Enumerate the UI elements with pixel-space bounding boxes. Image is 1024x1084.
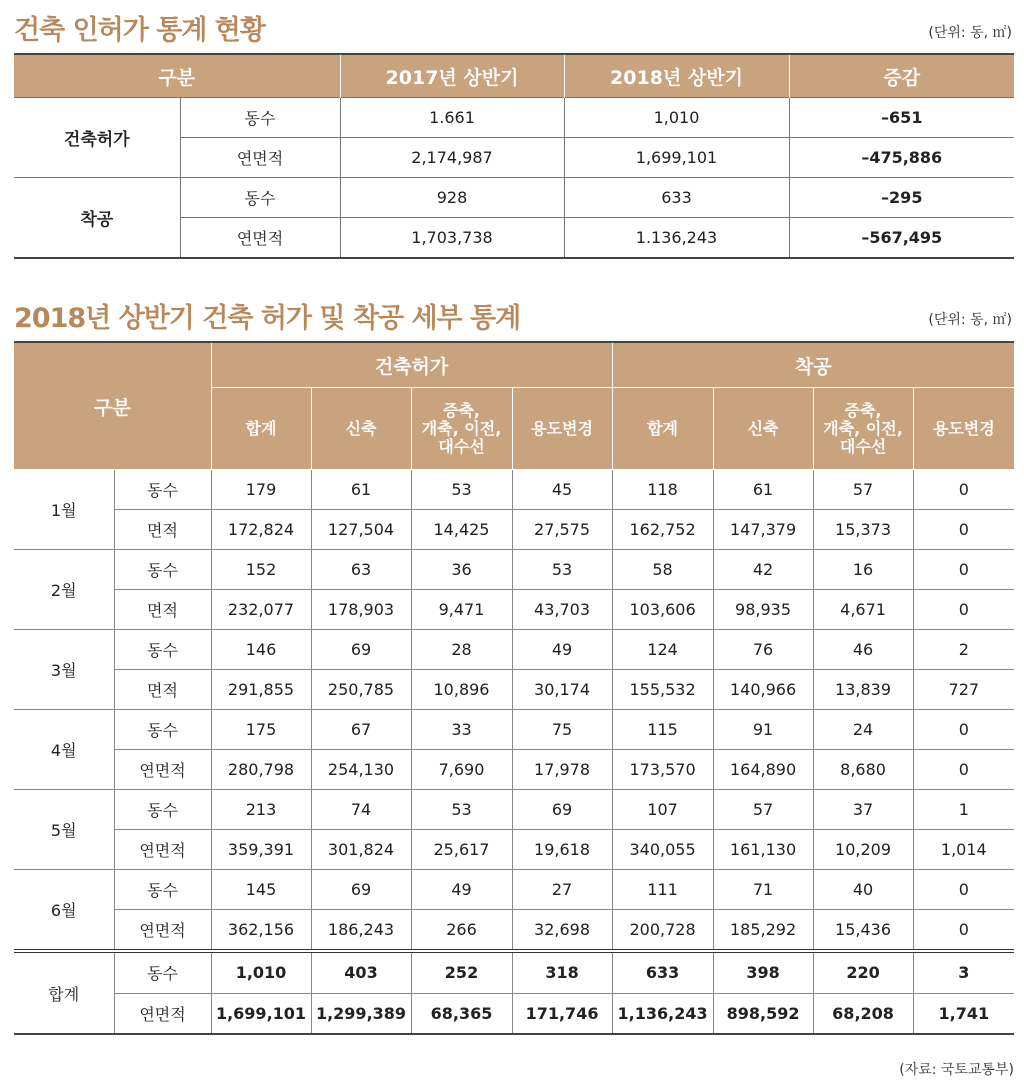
cell-value: 27,575: [512, 510, 612, 550]
cell-value: 61: [311, 470, 411, 510]
sub-header: 증축, 개축, 이전, 대수선: [411, 388, 512, 470]
cell-value: 127,504: [311, 510, 411, 550]
cell-value: 32,698: [512, 910, 612, 952]
cell-value: 252: [411, 951, 512, 993]
cell-value: 155,532: [612, 670, 713, 710]
header-permit-group: 건축허가: [211, 342, 612, 388]
cell-value: 13,839: [813, 670, 913, 710]
cell-value: 633: [612, 951, 713, 993]
group-label: 건축허가: [14, 98, 180, 178]
cell-value: 898,592: [713, 993, 813, 1034]
cell-value: 318: [512, 951, 612, 993]
cell-value: 727: [913, 670, 1014, 710]
cell-value: 0: [913, 470, 1014, 510]
cell-value: 362,156: [211, 910, 311, 952]
cell-value: 37: [813, 790, 913, 830]
cell-value: 4,671: [813, 590, 913, 630]
table-row: [14, 910, 1014, 952]
cell-value: 1,136,243: [612, 993, 713, 1034]
row-type: 연면적: [114, 993, 211, 1034]
sub-header: 용도변경: [512, 388, 612, 470]
cell-value: 171,746: [512, 993, 612, 1034]
row-type: 동수: [114, 951, 211, 993]
cell-value: 19,618: [512, 830, 612, 870]
row-type: 연면적: [114, 750, 211, 790]
cell-value: 69: [311, 870, 411, 910]
month-label: 2월: [14, 550, 114, 630]
sub-header: 용도변경: [913, 388, 1014, 470]
table-row: [14, 790, 1014, 830]
cell-value: 0: [913, 910, 1014, 952]
cell-value: 9,471: [411, 590, 512, 630]
cell-value: 0: [913, 710, 1014, 750]
row-type: 연면적: [180, 218, 340, 259]
cell-value: 118: [612, 470, 713, 510]
header-category: 구분: [14, 54, 340, 98]
value-2017: 928: [340, 178, 564, 218]
cell-value: 30,174: [512, 670, 612, 710]
cell-value: 69: [512, 790, 612, 830]
cell-value: 164,890: [713, 750, 813, 790]
row-type: 동수: [114, 550, 211, 590]
cell-value: 220: [813, 951, 913, 993]
cell-value: 28: [411, 630, 512, 670]
cell-value: 200,728: [612, 910, 713, 952]
table-row: [14, 710, 1014, 750]
group-header-row: [14, 342, 1014, 388]
section2-title: 2018년 상반기 건축 허가 및 착공 세부 통계: [14, 303, 521, 334]
cell-value: 161,130: [713, 830, 813, 870]
cell-value: 0: [913, 750, 1014, 790]
total-row: [14, 993, 1014, 1034]
header-change: 증감: [789, 54, 1014, 98]
row-type: 연면적: [114, 830, 211, 870]
cell-value: 68,365: [411, 993, 512, 1034]
cell-value: 17,978: [512, 750, 612, 790]
cell-value: 24: [813, 710, 913, 750]
cell-value: 75: [512, 710, 612, 750]
cell-value: 1,299,389: [311, 993, 411, 1034]
cell-value: 98,935: [713, 590, 813, 630]
cell-value: 58: [612, 550, 713, 590]
cell-value: 291,855: [211, 670, 311, 710]
cell-value: 107: [612, 790, 713, 830]
cell-value: 25,617: [411, 830, 512, 870]
cell-value: 0: [913, 590, 1014, 630]
cell-value: 53: [411, 790, 512, 830]
header-2017: 2017년 상반기: [340, 54, 564, 98]
cell-value: 67: [311, 710, 411, 750]
table-row: [14, 510, 1014, 550]
cell-value: 398: [713, 951, 813, 993]
cell-value: 16: [813, 550, 913, 590]
cell-value: 36: [411, 550, 512, 590]
row-type: 면적: [114, 590, 211, 630]
cell-value: 68,208: [813, 993, 913, 1034]
table-row: [14, 830, 1014, 870]
cell-value: 53: [512, 550, 612, 590]
cell-value: 46: [813, 630, 913, 670]
row-type: 동수: [114, 630, 211, 670]
cell-value: 266: [411, 910, 512, 952]
cell-value: 15,373: [813, 510, 913, 550]
table-row: [14, 870, 1014, 910]
value-change: –295: [789, 178, 1014, 218]
cell-value: 115: [612, 710, 713, 750]
cell-value: 111: [612, 870, 713, 910]
cell-value: 1,010: [211, 951, 311, 993]
value-2017: 1,703,738: [340, 218, 564, 259]
cell-value: 403: [311, 951, 411, 993]
value-2018: 1,010: [564, 98, 789, 138]
cell-value: 173,570: [612, 750, 713, 790]
table-row: [14, 670, 1014, 710]
cell-value: 162,752: [612, 510, 713, 550]
header-2018: 2018년 상반기: [564, 54, 789, 98]
cell-value: 280,798: [211, 750, 311, 790]
cell-value: 7,690: [411, 750, 512, 790]
cell-value: 8,680: [813, 750, 913, 790]
month-label: 6월: [14, 870, 114, 952]
cell-value: 61: [713, 470, 813, 510]
cell-value: 0: [913, 510, 1014, 550]
value-2017: 2,174,987: [340, 138, 564, 178]
cell-value: 57: [713, 790, 813, 830]
cell-value: 186,243: [311, 910, 411, 952]
cell-value: 145: [211, 870, 311, 910]
cell-value: 71: [713, 870, 813, 910]
cell-value: 40: [813, 870, 913, 910]
sub-header: 증축, 개축, 이전, 대수선: [813, 388, 913, 470]
cell-value: 76: [713, 630, 813, 670]
cell-value: 0: [913, 870, 1014, 910]
month-label: 4월: [14, 710, 114, 790]
month-label: 1월: [14, 470, 114, 550]
table-row: [14, 98, 1014, 138]
cell-value: 63: [311, 550, 411, 590]
total-label: 합계: [14, 951, 114, 1034]
value-change: –475,886: [789, 138, 1014, 178]
cell-value: 175: [211, 710, 311, 750]
cell-value: 213: [211, 790, 311, 830]
row-type: 연면적: [180, 138, 340, 178]
total-row: [14, 951, 1014, 993]
header-corner: 구분: [14, 342, 211, 470]
value-2017: 1.661: [340, 98, 564, 138]
cell-value: 10,896: [411, 670, 512, 710]
cell-value: 172,824: [211, 510, 311, 550]
row-type: 면적: [114, 510, 211, 550]
cell-value: 340,055: [612, 830, 713, 870]
table-row: [14, 630, 1014, 670]
source-note: (자료: 국토교통부): [899, 1062, 1014, 1078]
table-row: [14, 178, 1014, 218]
row-type: 면적: [114, 670, 211, 710]
sub-header: 신축: [713, 388, 813, 470]
table-row: [14, 750, 1014, 790]
cell-value: 178,903: [311, 590, 411, 630]
value-change: –651: [789, 98, 1014, 138]
cell-value: 1,699,101: [211, 993, 311, 1034]
table-row: [14, 550, 1014, 590]
cell-value: 15,436: [813, 910, 913, 952]
section1-title: 건축 인허가 통계 현황: [14, 15, 265, 46]
cell-value: 179: [211, 470, 311, 510]
table-row: [14, 470, 1014, 510]
cell-value: 1,741: [913, 993, 1014, 1034]
cell-value: 10,209: [813, 830, 913, 870]
cell-value: 74: [311, 790, 411, 830]
section2-unit: (단위: 동, ㎡): [928, 312, 1012, 328]
cell-value: 27: [512, 870, 612, 910]
cell-value: 53: [411, 470, 512, 510]
cell-value: 91: [713, 710, 813, 750]
cell-value: 147,379: [713, 510, 813, 550]
row-type: 동수: [114, 790, 211, 830]
row-type: 동수: [114, 470, 211, 510]
cell-value: 103,606: [612, 590, 713, 630]
cell-value: 14,425: [411, 510, 512, 550]
group-label: 착공: [14, 178, 180, 259]
cell-value: 146: [211, 630, 311, 670]
cell-value: 42: [713, 550, 813, 590]
cell-value: 43,703: [512, 590, 612, 630]
cell-value: 49: [411, 870, 512, 910]
month-label: 3월: [14, 630, 114, 710]
cell-value: 49: [512, 630, 612, 670]
cell-value: 3: [913, 951, 1014, 993]
value-2018: 633: [564, 178, 789, 218]
cell-value: 124: [612, 630, 713, 670]
cell-value: 45: [512, 470, 612, 510]
cell-value: 140,966: [713, 670, 813, 710]
cell-value: 0: [913, 550, 1014, 590]
sub-header: 합계: [612, 388, 713, 470]
month-label: 5월: [14, 790, 114, 870]
value-change: –567,495: [789, 218, 1014, 259]
row-type: 동수: [114, 870, 211, 910]
row-type: 동수: [180, 178, 340, 218]
sub-header: 합계: [211, 388, 311, 470]
row-type: 동수: [180, 98, 340, 138]
monthly-detail-table: [14, 341, 1014, 1035]
row-type: 동수: [114, 710, 211, 750]
sub-header: 신축: [311, 388, 411, 470]
header-start-group: 착공: [612, 342, 1014, 388]
cell-value: 254,130: [311, 750, 411, 790]
table-header-row: [14, 54, 1014, 98]
cell-value: 33: [411, 710, 512, 750]
cell-value: 1,014: [913, 830, 1014, 870]
cell-value: 301,824: [311, 830, 411, 870]
permit-summary-table: [14, 53, 1014, 259]
cell-value: 57: [813, 470, 913, 510]
cell-value: 152: [211, 550, 311, 590]
section1-unit: (단위: 동, ㎡): [928, 25, 1012, 41]
cell-value: 185,292: [713, 910, 813, 952]
cell-value: 250,785: [311, 670, 411, 710]
table-row: [14, 590, 1014, 630]
cell-value: 359,391: [211, 830, 311, 870]
cell-value: 2: [913, 630, 1014, 670]
row-type: 연면적: [114, 910, 211, 952]
cell-value: 232,077: [211, 590, 311, 630]
value-2018: 1.136,243: [564, 218, 789, 259]
cell-value: 1: [913, 790, 1014, 830]
cell-value: 69: [311, 630, 411, 670]
value-2018: 1,699,101: [564, 138, 789, 178]
